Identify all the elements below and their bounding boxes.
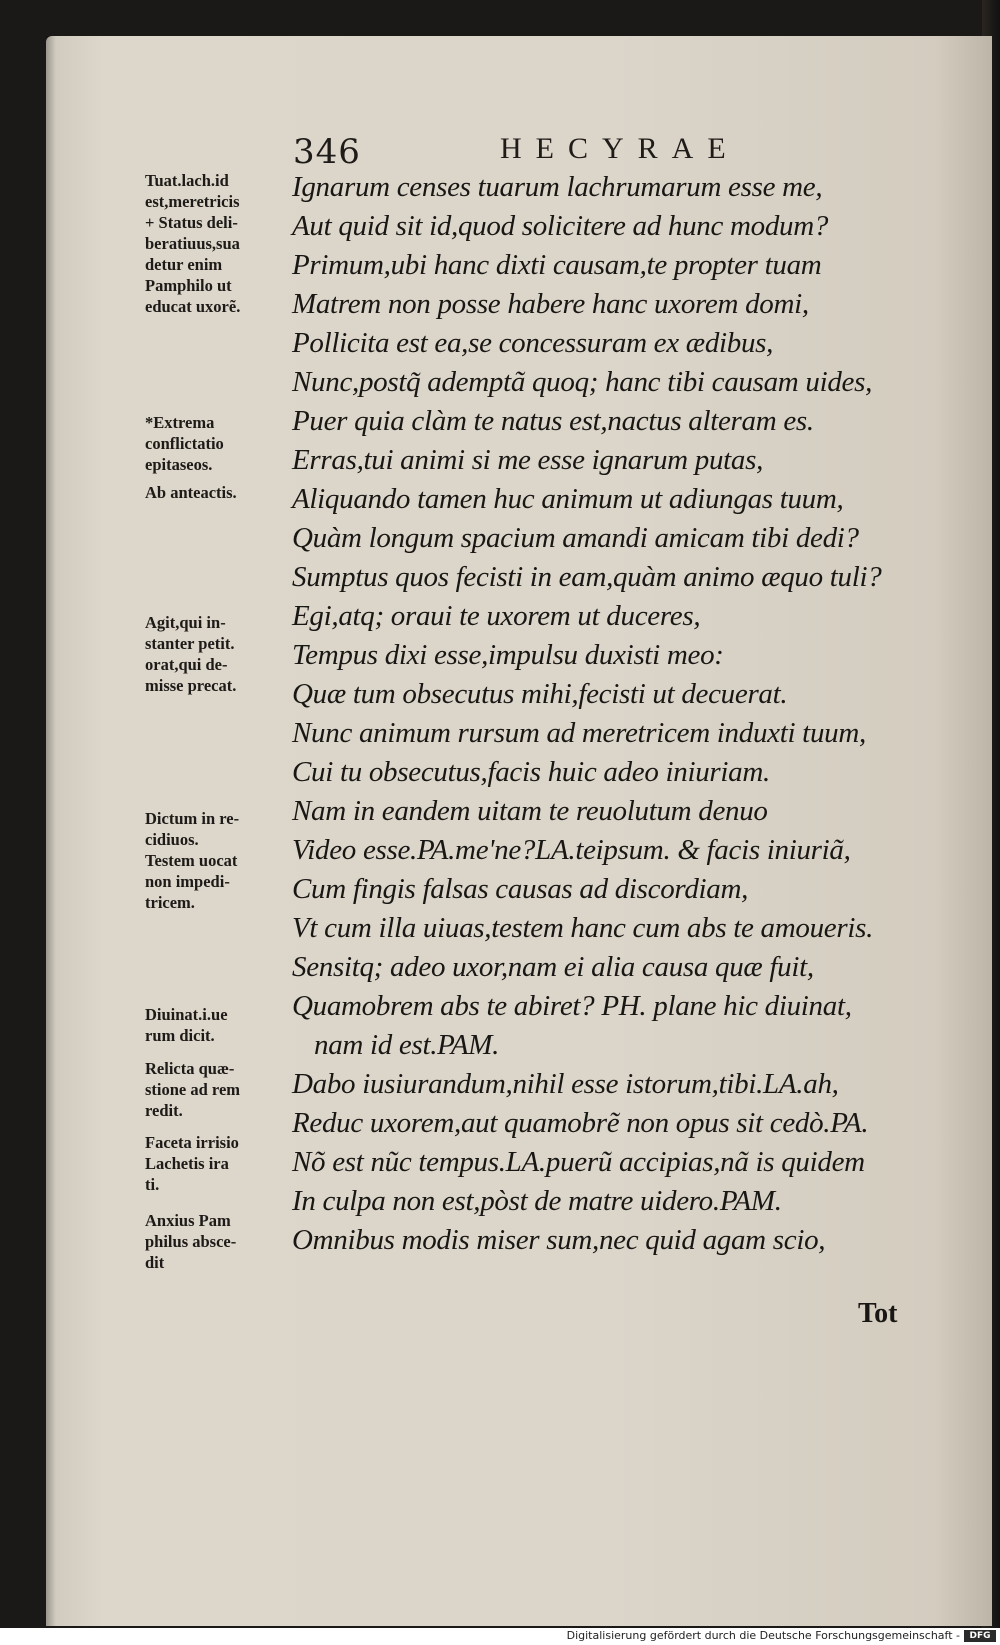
dfg-logo: DFG	[964, 1630, 996, 1642]
verse-line: Vt cum illa uiuas,testem hanc cum abs te amoueris.	[292, 912, 874, 944]
verse-line: Omnibus modis miser sum,nec quid agam scio,	[292, 1224, 826, 1256]
note-line: redit.	[145, 1101, 183, 1120]
verse-line: In culpa non est,pòst de matre uidero.PAM.	[292, 1185, 782, 1217]
verse-line: Nunc animum rursum ad meretricem induxti tuum,	[292, 717, 866, 749]
verse-line: Quæ tum obsecutus mihi,fecisti ut decuerat.	[292, 678, 788, 710]
verse-line: Primum,ubi hanc dixti causam,te propter tuam	[292, 249, 822, 281]
verse-line: Egi,atq; oraui te uxorem ut duceres,	[292, 600, 701, 632]
verse-line: Cui tu obsecutus,facis huic adeo iniuriam.	[292, 756, 770, 788]
verse-line: Quàm longum spacium amandi amicam tibi dedi?	[292, 522, 859, 554]
note-line: Relicta quæ-	[145, 1059, 235, 1078]
note-line: Dictum in re-	[145, 809, 240, 828]
running-title: HECYRAE	[500, 132, 740, 165]
note-line: stanter petit.	[145, 634, 235, 653]
note-line: misse precat.	[145, 676, 237, 695]
note-line: Anxius Pam	[145, 1211, 231, 1230]
verse-line: Ignarum censes tuarum lachrumarum esse me,	[292, 171, 823, 203]
note-line: epitaseos.	[145, 455, 213, 474]
verse-line: Quamobrem abs te abiret? PH. plane hic diuinat,	[292, 990, 852, 1022]
note-line: est,meretricis	[145, 192, 240, 211]
note-line: dit	[145, 1253, 165, 1272]
note-line: Lachetis ira	[145, 1154, 229, 1173]
verse-line: Video esse.PA.me'ne?LA.teipsum. & facis iniuriã,	[292, 834, 851, 866]
verse-line: Sensitq; adeo uxor,nam ei alia causa quæ fuit,	[292, 951, 814, 983]
note-line: Agit,qui in-	[145, 613, 226, 632]
catchword: Tot	[858, 1298, 898, 1329]
note-line: conflictatio	[145, 434, 224, 453]
verse-line: Erras,tui animi si me esse ignarum putas,	[292, 444, 764, 476]
note-line: Tuat.lach.id	[145, 171, 229, 190]
verse-line: Nunc,postq̃ ademptã quoq; hanc tibi causam uides,	[292, 366, 873, 398]
verse-line: nam id est.PAM.	[314, 1029, 500, 1061]
verse-line: Nõ est nũc tempus.LA.puerũ accipias,nã is quidem	[292, 1146, 865, 1178]
verse-line: Reduc uxorem,aut quamobrẽ non opus sit cedò.PA.	[292, 1107, 869, 1139]
note-line: Diuinat.i.ue	[145, 1005, 228, 1024]
note-line: non impedi-	[145, 872, 230, 891]
verse-line: Tempus dixi esse,impulsu duxisti meo:	[292, 639, 724, 671]
verse-line: Dabo iusiurandum,nihil esse istorum,tibi.LA.ah,	[292, 1068, 839, 1100]
note-line: Faceta irrisio	[145, 1133, 239, 1152]
marginal-note	[145, 1132, 305, 1195]
note-line: orat,qui de-	[145, 655, 228, 674]
verse-line: Puer quia clàm te natus est,nactus alteram es.	[292, 405, 814, 437]
note-line: tricem.	[145, 893, 195, 912]
verse-line: Aut quid sit id,quod solicitere ad hunc modum?	[292, 210, 829, 242]
note-line: ti.	[145, 1175, 160, 1194]
note-line: philus absce-	[145, 1232, 237, 1251]
marginal-note	[145, 412, 305, 475]
verse-line: Nam in eandem uitam te reuolutum denuo	[292, 795, 768, 827]
note-line: + Status deli-	[145, 213, 238, 232]
marginal-note	[145, 1058, 305, 1121]
note-line: Testem uocat	[145, 851, 238, 870]
note-line: educat uxorẽ.	[145, 297, 241, 316]
marginal-note	[145, 1004, 305, 1046]
note-line: cidiuos.	[145, 830, 199, 849]
digitization-footer	[0, 1628, 1000, 1645]
verse-line: Matrem non posse habere hanc uxorem domi,	[292, 288, 809, 320]
funding-credit: Digitalisierung gefördert durch die Deutsche Forschungsgemeinschaft -	[566, 1629, 960, 1642]
marginal-note	[145, 808, 305, 913]
marginal-note	[145, 1210, 305, 1273]
verse-line: Cum fingis falsas causas ad discordiam,	[292, 873, 749, 905]
note-line: rum dicit.	[145, 1026, 215, 1045]
note-line: beratiuus,sua	[145, 234, 240, 253]
note-line: Ab anteactis.	[145, 483, 237, 502]
verse-line: Pollicita est ea,se concessuram ex ædibus,	[292, 327, 774, 359]
note-line: *Extrema	[145, 413, 215, 432]
marginal-note	[145, 170, 305, 317]
marginal-note	[145, 612, 305, 696]
page-number: 346	[293, 132, 361, 172]
note-line: Pamphilo ut	[145, 276, 232, 295]
marginal-note	[145, 482, 305, 503]
verse-line: Aliquando tamen huc animum ut adiungas tuum,	[292, 483, 844, 515]
verse-line: Sumptus quos fecisti in eam,quàm animo æquo tuli?	[292, 561, 882, 593]
note-line: stione ad rem	[145, 1080, 241, 1099]
note-line: detur enim	[145, 255, 223, 274]
